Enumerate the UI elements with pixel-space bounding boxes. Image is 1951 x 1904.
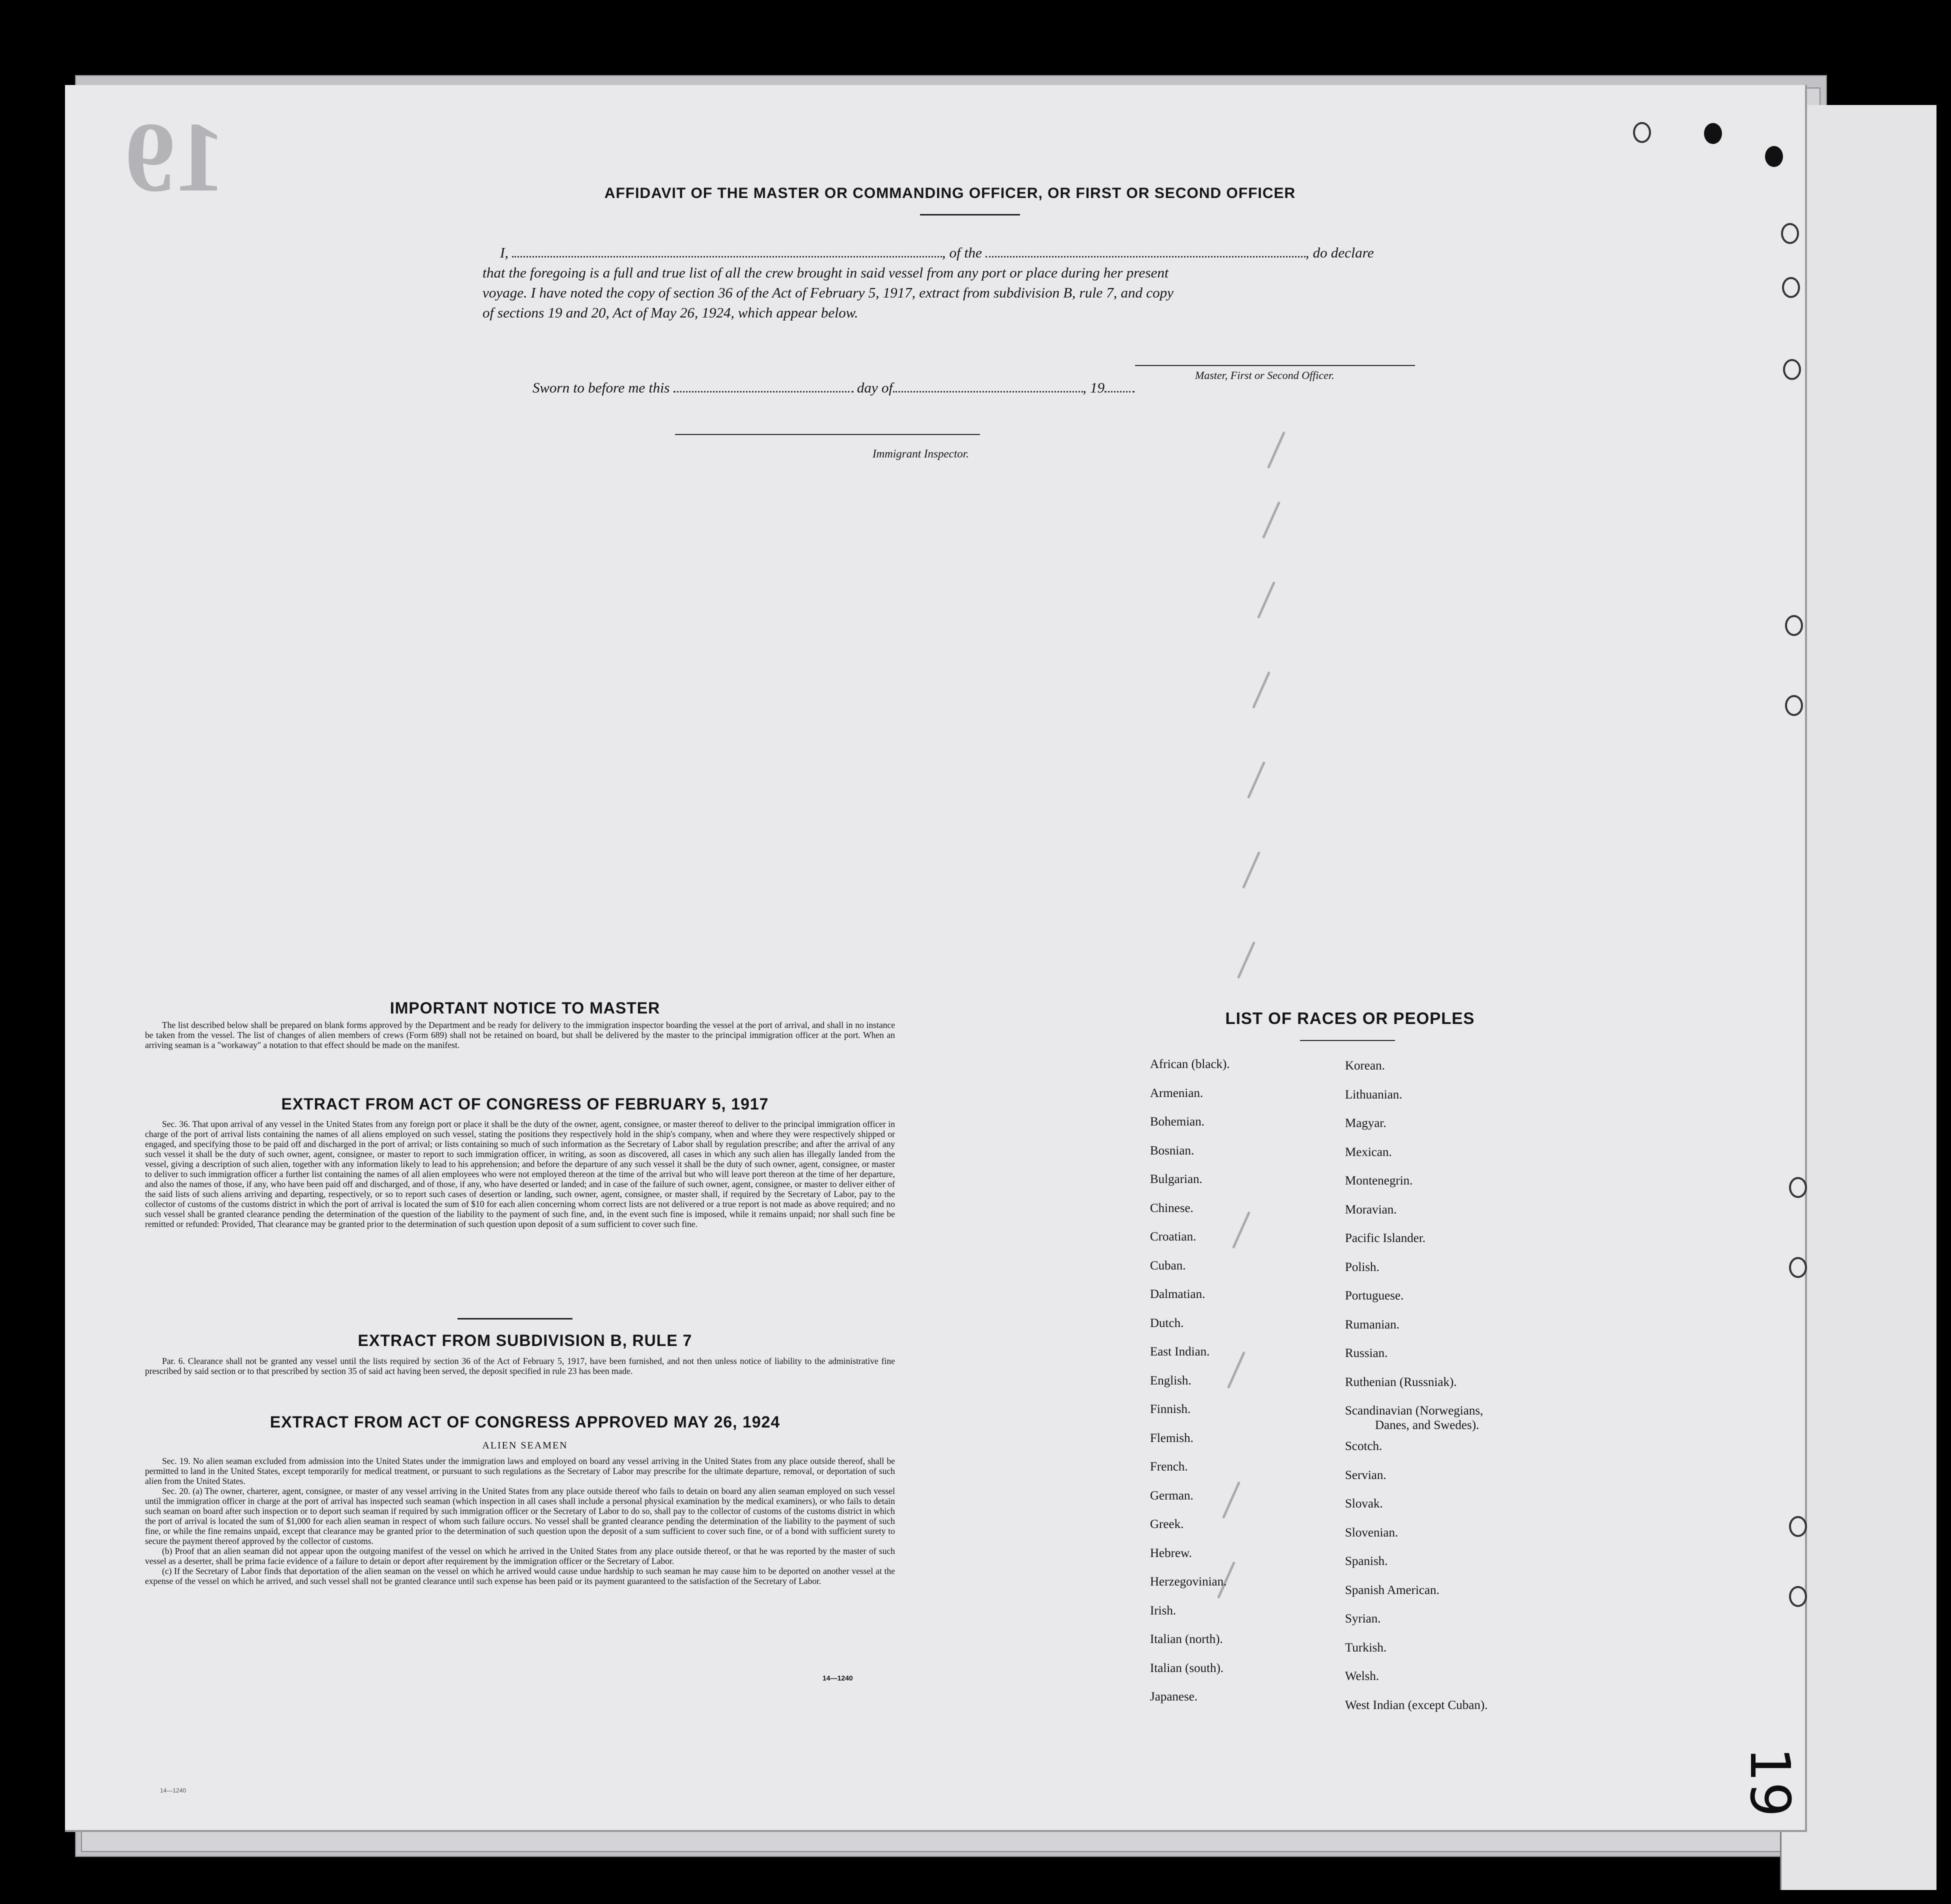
- extract-1917-end-rule: [458, 1318, 572, 1320]
- i-label: I,: [500, 245, 508, 261]
- race-item: German.: [1150, 1488, 1194, 1502]
- affidavit-declaration-line1: [500, 245, 1450, 262]
- punch-hole: [1785, 615, 1803, 636]
- race-item: Servian.: [1345, 1468, 1386, 1482]
- punch-hole: [1785, 695, 1803, 716]
- extract-rule7-text: [145, 1356, 895, 1376]
- race-item: Russian.: [1345, 1346, 1388, 1360]
- race-item: Italian (south).: [1150, 1661, 1224, 1675]
- notice-text: [145, 1020, 895, 1050]
- race-item: Rumanian.: [1345, 1318, 1400, 1332]
- extract-1924-title: EXTRACT FROM ACT OF CONGRESS APPROVED MAY 26, 1924: [270, 1413, 780, 1431]
- race-item: Bulgarian.: [1150, 1172, 1202, 1186]
- race-item: Dalmatian.: [1150, 1288, 1206, 1301]
- race-item: Chinese.: [1150, 1201, 1194, 1215]
- do-declare-label: , do declare: [1306, 245, 1374, 261]
- of-the-label: , of the: [942, 245, 982, 261]
- day-of-label: day of: [856, 380, 893, 396]
- races-title: LIST OF RACES OR PEOPLES: [1225, 1009, 1475, 1028]
- race-item: Hebrew.: [1150, 1546, 1192, 1560]
- race-item: Magyar.: [1345, 1116, 1386, 1130]
- notice-paragraph: The list described below shall be prepared on blank forms approved by the Department and be ready for delivery to the immigration inspector boarding the vessel at the port of arrival, and shall in no instance be taken from the vessel. The list of changes of alien members of crews (Form 689) shall not be retained on board, but shall be delivered by the master to the principal immigration officer at the port. When an arriving seaman is a "workaway" a notation to that effect should be made on the manifest.: [145, 1020, 895, 1050]
- race-item: Herzegovinian.: [1150, 1575, 1227, 1588]
- race-item: Syrian.: [1345, 1612, 1381, 1626]
- rule7-paragraph: Par. 6. Clearance shall not be granted any vessel until the lists required by section 36 of the Act of February 5, 1917, have been furnished, and not then unless notice of liability to the administrative fine prescribed by said section or to that prescribed by section 35 of said act having been served, the deposit specified in rule 23 has been made.: [145, 1356, 895, 1376]
- corner-page-number: 19: [1738, 1747, 1802, 1817]
- race-item: Welsh.: [1345, 1670, 1380, 1683]
- ghost-sheet-number: 19: [125, 102, 225, 212]
- section-19-paragraph: Sec. 19. No alien seaman excluded from admission into the United States under the immigration laws and employed on board any vessel arriving in the United States from any place outside thereof, shall be permitted to land in the United States, except temporarily for medical treatment, or pursuant to such regulations as the Secretary of Labor may prescribe for the ultimate departure, removal, or deportation of such alien from the United States.: [145, 1456, 895, 1486]
- affidavit-declaration-line4: of sections 19 and 20, Act of May 26, 1924, which appear below.: [482, 305, 858, 321]
- race-item: Polish.: [1345, 1260, 1380, 1274]
- punch-hole: [1765, 146, 1783, 167]
- form-number: 14—1240: [822, 1674, 853, 1682]
- race-item: Greek.: [1150, 1518, 1184, 1531]
- race-item: Flemish.: [1150, 1431, 1194, 1445]
- punch-hole: [1783, 359, 1801, 380]
- punch-hole: [1789, 1177, 1807, 1198]
- punch-hole: [1789, 1516, 1807, 1537]
- races-title-rule: [1300, 1040, 1395, 1041]
- race-item: Turkish.: [1345, 1640, 1387, 1654]
- race-item: African (black).: [1150, 1058, 1230, 1071]
- sworn-label: Sworn to before me this: [532, 380, 670, 396]
- punch-hole: [1633, 122, 1651, 143]
- race-item: Ruthenian (Russniak).: [1345, 1375, 1457, 1389]
- race-item: Japanese.: [1150, 1690, 1198, 1704]
- punch-hole: [1781, 223, 1799, 244]
- affidavit-title-rule: [920, 214, 1020, 216]
- sworn-year-field[interactable]: [1104, 391, 1134, 392]
- affidavit-declaration-line2: that the foregoing is a full and true list of all the crew brought in said vessel from any port or place during her present: [482, 265, 1169, 281]
- races-right-column: [1345, 1052, 1488, 1720]
- race-item: Moravian.: [1345, 1202, 1397, 1216]
- race-item: Dutch.: [1150, 1316, 1184, 1330]
- year-label: , 19: [1082, 380, 1105, 396]
- sworn-line: [532, 380, 1134, 396]
- race-item: Pacific Islander.: [1345, 1232, 1426, 1245]
- sworn-day-field[interactable]: [674, 391, 854, 392]
- race-item: Cuban.: [1150, 1258, 1186, 1272]
- affidavit-declaration-line3: voyage. I have noted the copy of section 36 of the Act of February 5, 1917, extract from subdivision B, rule 7, and copy: [482, 285, 1174, 301]
- section-36-paragraph: Sec. 36. That upon arrival of any vessel in the United States from any foreign port or place it shall be the duty of the owner, agent, consignee, or master thereof to deliver to the principal immigration officer in charge of the port of arrival lists containing the names of all aliens employed on such vessel, stating the positions they respectively hold in the ship's company, when and where they were respectively shipped or engaged, and specifying those to be paid off and discharged in the port of arrival; or lists containing so much of such information as the Secretary of Labor shall by regulation prescribe; and after the arrival of any such vessel it shall be the duty of such owner, agent, consignee, or master to report to such immigration officer, in writing, as soon as discovered, all cases in which any such alien has illegally landed from the vessel, giving a description of such alien, together with any information likely to lead to his apprehension; and before the departure of any such vessel it shall be the duty of such owner, agent, consignee, or master to deliver to such immigration officer a further list containing the names of all alien employees who were not employed thereon at the time of the arrival but who will leave port thereon at the time of her departure, and also the names of those, if any, who have been paid off and discharged, and of those, if any, who have deserted or landed; and in case of the failure of such owner, agent, consignee, or master to deliver either of the said lists of such aliens arriving and departing, respectively, or so to report such cases of desertion or landing, such owner, agent, consignee, or master shall, if required by the Secretary of Labor, pay to the collector of customs of the customs district in which the port of arrival is located the sum of $10 for each alien concerning whom correct lists are not delivered or a true report is not made as above required; and no such vessel shall be granted clearance pending the determination of the question of the liability to the payment of such fine, and, in the event such fine is imposed, while it remains unpaid; nor shall such fine be remitted or refunded: Provided, That clearance may be granted prior to the determination of such question upon deposit of a sum sufficient to cover such fine.: [145, 1119, 895, 1229]
- race-item: Italian (north).: [1150, 1632, 1223, 1646]
- race-item: Armenian.: [1150, 1086, 1204, 1100]
- section-20b-paragraph: (b) Proof that an alien seaman did not appear upon the outgoing manifest of the vessel on which he arrived in the United States from any place outside thereof, or that he was reported by the master of such vessel as a deserter, shall be prima facie evidence of a failure to detain or deport after requirement by the immigration officer or the Secretary of Labor.: [145, 1546, 895, 1566]
- race-item: Korean.: [1345, 1059, 1385, 1072]
- race-item: Mexican.: [1345, 1145, 1392, 1159]
- affidavit-title: AFFIDAVIT OF THE MASTER OR COMMANDING OFFICER, OR FIRST OR SECOND OFFICER: [604, 185, 1296, 202]
- race-item: Montenegrin.: [1345, 1174, 1413, 1188]
- race-item: West Indian (except Cuban).: [1345, 1698, 1488, 1712]
- race-item: Slovenian.: [1345, 1526, 1398, 1540]
- race-item-continued: Danes, and Swedes).: [1375, 1418, 1480, 1432]
- extract-1917-text: [145, 1119, 895, 1229]
- races-left-column: [1150, 1050, 1230, 1712]
- race-item: Slovak.: [1345, 1497, 1383, 1510]
- bottom-form-number: 14—1240: [160, 1787, 186, 1794]
- punch-hole: [1789, 1586, 1807, 1607]
- section-20c-paragraph: (c) If the Secretary of Labor finds that deportation of the alien seaman on the vessel on which he arrived would cause undue hardship to such seaman he may cause him to be deported on another vessel at the expense of the vessel on which he arrived, and such vessel shall not be granted clearance until such expense has been paid or its payment guaranteed to the satisfaction of the Secretary of Labor.: [145, 1566, 895, 1586]
- extract-1917-title: EXTRACT FROM ACT OF CONGRESS OF FEBRUARY 5, 1917: [281, 1095, 769, 1113]
- notice-title: IMPORTANT NOTICE TO MASTER: [390, 999, 660, 1017]
- section-20a-paragraph: Sec. 20. (a) The owner, charterer, agent, consignee, or master of any vessel arriving in the United States from any place outside thereof who fails to detain on board any alien seaman employed on such vessel until the immigration officer in charge at the port of arrival has inspected such seaman (which inspection in all cases shall include a personal physical examination by the medical examiners), or who fails to detain such seaman on board after such inspection or to deport such seaman if required by such immigration officer or the Secretary of Labor to do so, shall pay to the collector of customs of the customs district in which the port of arrival is located the sum of $1,000 for each alien seaman in respect of whom such failure occurs. No vessel shall be granted clearance pending the determination of the liability to the payment of such fine, or while the fine remains unpaid, except that clearance may be granted prior to the determination of such question upon the deposit of a sum sufficient to cover such fine, or of a bond with sufficient surety to secure the payment thereof approved by the collector of customs.: [145, 1486, 895, 1546]
- race-item: Lithuanian.: [1345, 1088, 1402, 1102]
- punch-hole: [1782, 277, 1800, 298]
- race-item: Spanish American.: [1345, 1583, 1440, 1597]
- name-field[interactable]: [512, 256, 942, 258]
- race-item: East Indian.: [1150, 1345, 1210, 1358]
- race-item: French.: [1150, 1460, 1188, 1474]
- master-signature-label: Master, First or Second Officer.: [1195, 369, 1334, 382]
- race-item: Irish.: [1150, 1604, 1176, 1618]
- punch-hole: [1789, 1257, 1807, 1278]
- sworn-month-field[interactable]: [893, 391, 1083, 392]
- extract-1924-text: [145, 1456, 895, 1586]
- race-item: Finnish.: [1150, 1402, 1191, 1416]
- race-item: Spanish.: [1345, 1554, 1388, 1568]
- race-item: Bosnian.: [1150, 1144, 1194, 1158]
- race-item: Croatian.: [1150, 1230, 1196, 1244]
- race-item: Scandinavian (Norwegians,: [1345, 1404, 1484, 1418]
- race-item: Scotch.: [1345, 1440, 1382, 1453]
- race-item: English.: [1150, 1374, 1192, 1388]
- inspector-label: Immigrant Inspector.: [872, 448, 969, 460]
- inspector-signature-line[interactable]: [675, 434, 980, 435]
- extract-rule7-title: EXTRACT FROM SUBDIVISION B, RULE 7: [358, 1332, 692, 1350]
- alien-seamen-subtitle: ALIEN SEAMEN: [482, 1440, 568, 1451]
- vessel-field[interactable]: [986, 256, 1306, 258]
- race-item: Portuguese.: [1345, 1289, 1404, 1302]
- race-item: Bohemian.: [1150, 1115, 1205, 1128]
- punch-hole: [1704, 123, 1722, 144]
- master-signature-line[interactable]: [1135, 365, 1415, 366]
